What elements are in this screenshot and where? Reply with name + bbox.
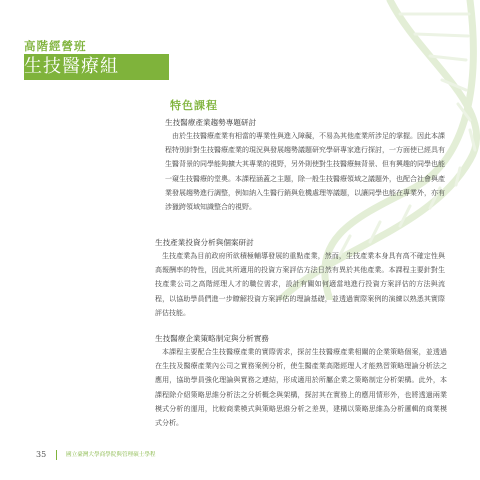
course-title: 生技醫療企業策略制定與分析實務 xyxy=(155,334,269,343)
course-description: 生技產業為目前政府所欲積極輔導發展的重點產業，然而，生技產業本身具有高不確定性與高報酬率的特性，因此其所適用的投資方案評估方法日然有異於其他產業。本課程主要針對生技產業公司之高階經理人才的職位需求，設計有關如何適當地進行投資方案評估的方法與流程，以協助學員們進一步瞭解投資方案評估的理論基礎，並透過實際案例的演練以熟悉其實際評估技能。 xyxy=(155,252,445,317)
course-block xyxy=(155,237,445,320)
footer-institution: 國立臺灣大學商學院與管理碩士學程 xyxy=(66,452,156,458)
course-title: 生技產業投資分析與個案研討 xyxy=(155,238,254,247)
course-title: 生技醫療產業趨勢專題研討 xyxy=(165,118,257,127)
course-description: 由於生技醫療產業有相當的專業性與進入障礙，不易為其他產業所涉足的掌握。因此本課程特別針對生技醫療產業的現況與發展趨勢議題研究學研專家進行探討，一方面使已經具有生醫背景的同學能夠擴大其專業的視野，另外則使對生技醫療無背景、但有興趣的同學也能一窺生技醫療的堂奧。本課程涵蓋之主題，除一般生技醫療領域之議題外，也配合社會與產業發展趨勢進行調整，例如納入生醫行銷與危機處理等議題，以讓同學也能在專業外，亦有涉獵跨領域知識整合的視野。 xyxy=(165,132,445,212)
course-description: 本課程主要配合生技醫療產業的實際需求，探討生技醫療產業相關的企業策略個案，並透過在生技及醫療產業內公司之實務案例分析，使生醫產業高階經理人才能熟習策略理論分析法之應用，協助學員強化理論與實務之連結，形成適用於所屬企業之策略制定分析架構。此外，本課程除介紹策略思維分析法之分析概念與架構，探討其在實務上的應用情形外，也將透過兩業模式分析的運用，比較商業模式與策略思維分析之差異，建構以策略思維為分析邏輯的商業模式分析。 xyxy=(155,348,447,428)
group-title-banner: 生技醫療組 xyxy=(24,54,169,80)
page-number: 35 xyxy=(36,450,47,459)
program-header xyxy=(24,38,169,93)
course-block xyxy=(155,333,447,430)
course-block xyxy=(165,117,445,214)
footer-divider xyxy=(56,450,57,460)
section-heading: 特色課程 xyxy=(170,99,218,112)
program-series-label: 高階經營班 xyxy=(24,39,87,53)
